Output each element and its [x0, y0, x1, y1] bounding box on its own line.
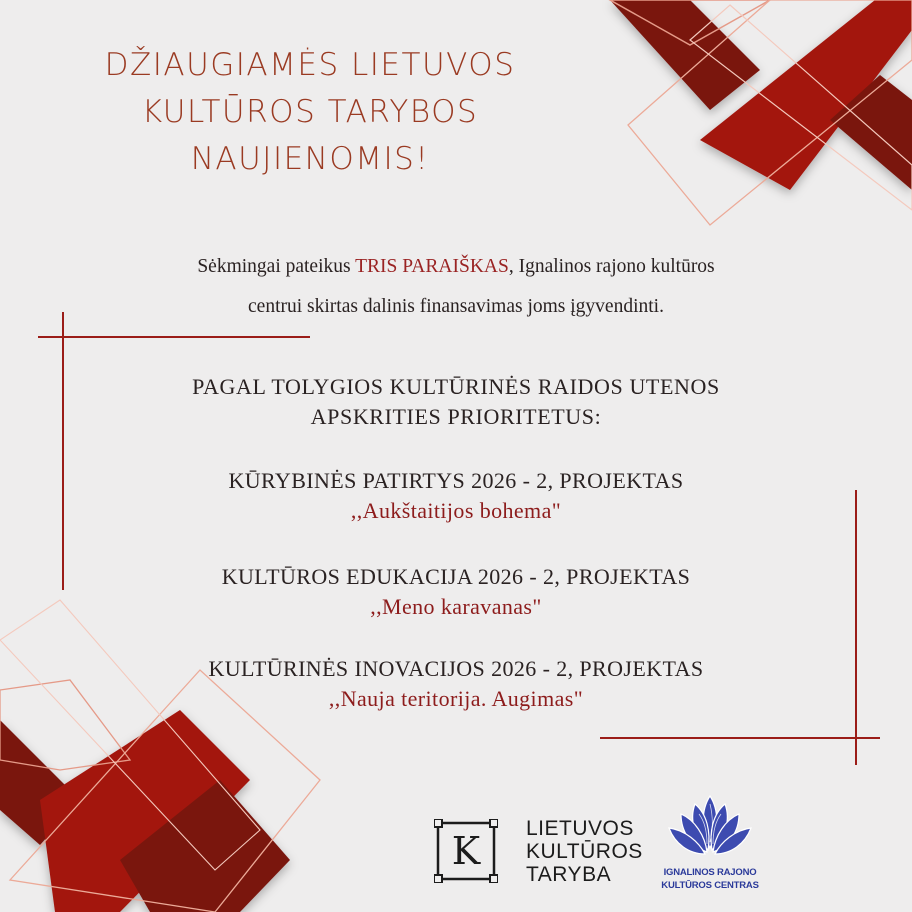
- project-program: KULTŪRINĖS INOVACIJOS 2026 - 2, PROJEKTAS: [208, 656, 704, 681]
- irkc-line-2: KULTŪROS CENTRAS: [661, 880, 759, 891]
- heading-line-3: NAUJIENOMIS!: [190, 141, 430, 177]
- intro-before: Sėkmingai pateikus: [197, 256, 356, 277]
- heading-line-2: KULTŪROS TARYBOS: [141, 94, 479, 130]
- priorities-line-2: APSKRITIES PRIORITETUS:: [310, 404, 602, 429]
- page-heading: [60, 42, 560, 183]
- project-item: [100, 654, 812, 714]
- project-program: KULTŪROS EDUKACIJA 2026 - 2, PROJEKTAS: [221, 564, 691, 589]
- project-program: KŪRYBINĖS PATIRTYS 2026 - 2, PROJEKTAS: [228, 468, 684, 493]
- lkt-line-1: LIETUVOS: [526, 817, 634, 840]
- priorities-line-1: PAGAL TOLYGIOS KULTŪRINĖS RAIDOS UTENOS: [192, 374, 720, 399]
- intro-line-1: [100, 247, 812, 287]
- lotus-icon: [655, 790, 765, 862]
- project-item: [100, 466, 812, 526]
- intro-highlight: TRIS PARAIŠKAS: [355, 256, 509, 277]
- irkc-line-1: IGNALINOS RAJONO: [663, 867, 757, 878]
- project-item: [100, 562, 812, 622]
- irkc-logo: [655, 790, 765, 900]
- irkc-logo-text: [655, 866, 765, 892]
- intro-line-2: centrui skirtas dalinis finansavimas joms įgyvendinti.: [248, 296, 664, 317]
- lkt-logo-mark: [434, 819, 498, 883]
- lkt-logo: [434, 815, 643, 895]
- lkt-logo-text: [526, 817, 643, 886]
- project-title: ,,Nauja teritorija. Augimas": [328, 686, 584, 711]
- project-title: ,,Aukštaitijos bohema": [350, 498, 562, 523]
- heading-line-1: DŽIAUGIAMĖS LIETUVOS: [104, 47, 516, 83]
- lkt-line-3: TARYBA: [526, 863, 612, 886]
- deco-band-top-1: [610, 0, 760, 110]
- priorities-heading: [100, 372, 812, 432]
- lkt-logo-letter: K: [451, 829, 481, 873]
- lkt-line-2: KULTŪROS: [526, 840, 643, 863]
- intro-text: [100, 247, 812, 327]
- project-title: ,,Meno karavanas": [370, 594, 542, 619]
- intro-after: , Ignalinos rajono kultūros: [508, 256, 715, 277]
